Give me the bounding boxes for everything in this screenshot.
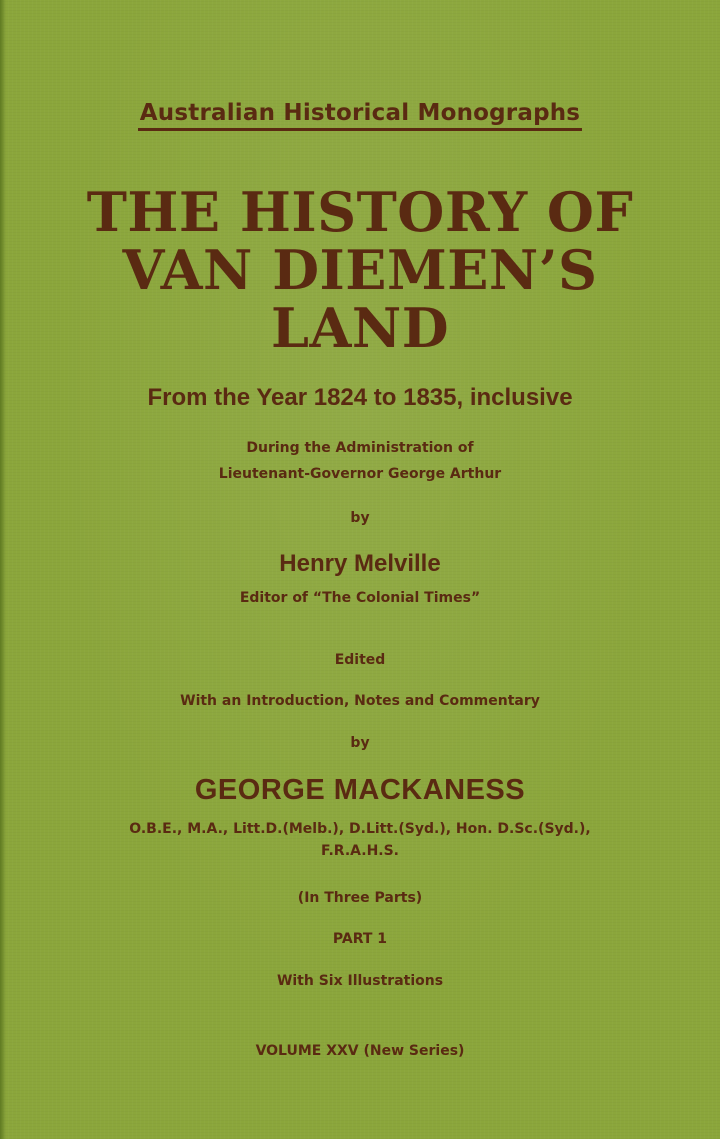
author-role: Editor of “The Colonial Times” — [239, 590, 481, 606]
by-editor: by — [350, 735, 370, 751]
editor-honours-line-1: O.B.E., M.A., Litt.D.(Melb.), D.Litt.(Syd.), Hon. D.Sc.(Syd.), — [129, 821, 591, 837]
edited-with: With an Introduction, Notes and Commentary — [180, 693, 540, 709]
author-name: Henry Melville — [279, 550, 441, 577]
illustrations-note: With Six Illustrations — [276, 973, 444, 989]
administration-line-2: Lieutenant-Governor George Arthur — [218, 466, 502, 482]
parts-note: (In Three Parts) — [297, 890, 423, 906]
editor-honours — [0, 818, 720, 862]
title-line-1: THE HISTORY OF — [86, 180, 634, 244]
volume-label: VOLUME XXV (New Series) — [255, 1043, 465, 1059]
part-number: PART 1 — [332, 931, 388, 947]
series-heading — [0, 100, 720, 131]
administration-line-1: During the Administration of — [246, 440, 474, 456]
editor-name: GEORGE MACKANESS — [194, 774, 526, 806]
administration-note — [0, 435, 720, 487]
title-line-2: VAN DIEMEN’S — [122, 238, 598, 302]
by-author: by — [350, 510, 370, 526]
subtitle: From the Year 1824 to 1835, inclusive — [147, 384, 573, 411]
editor-honours-line-2: F.R.A.H.S. — [320, 843, 400, 859]
title-line-3: LAND — [270, 296, 450, 360]
edited-label: Edited — [334, 652, 386, 668]
book-title — [0, 180, 720, 360]
series-title: Australian Historical Monographs — [138, 100, 582, 131]
